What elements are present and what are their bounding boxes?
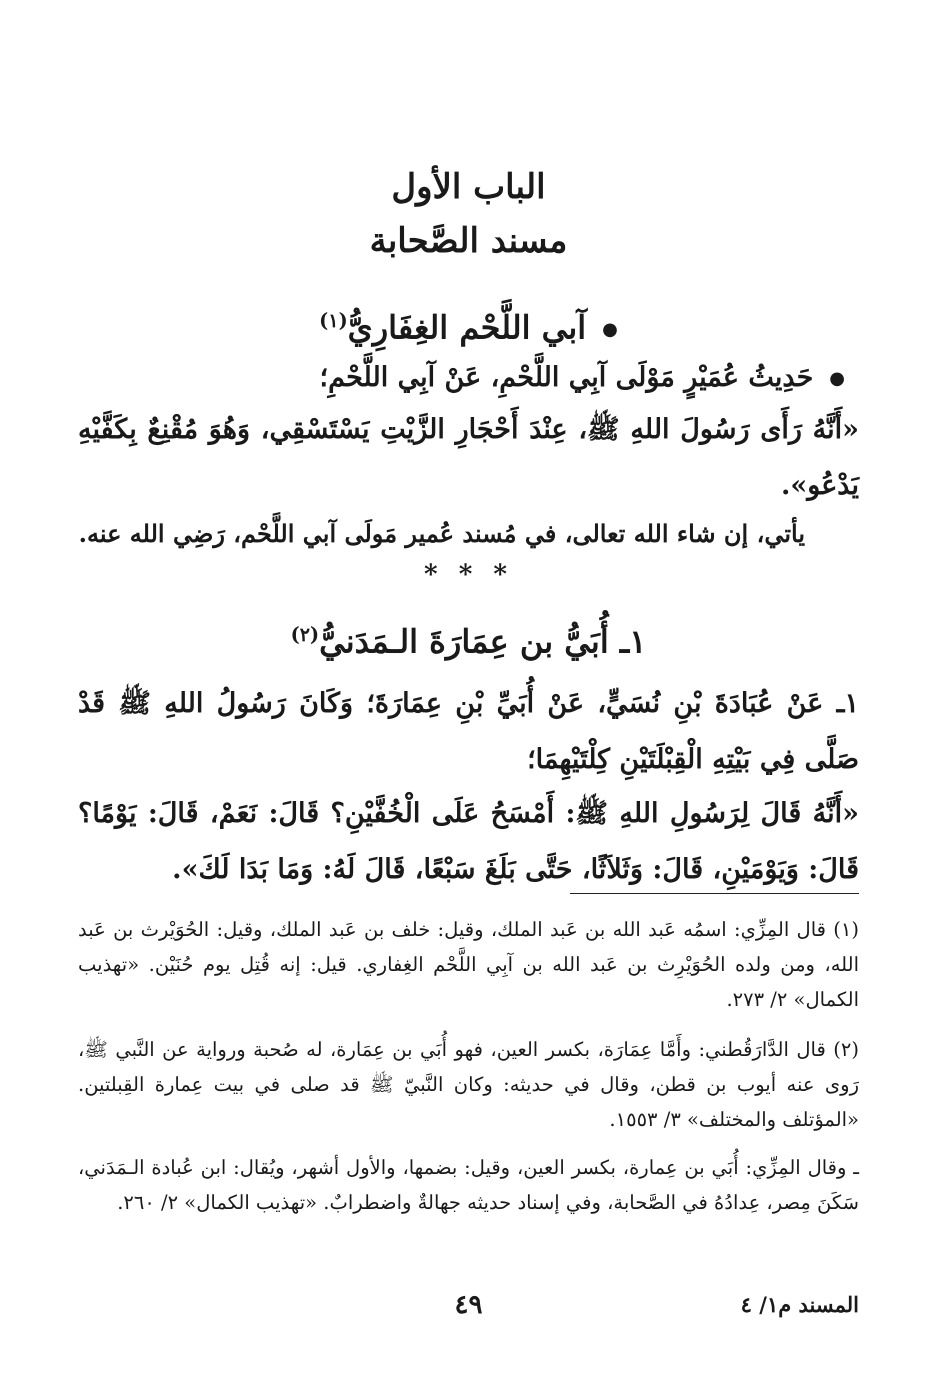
hadith-text-2: «أَنَّهُ قَالَ لِرَسُولِ اللهِ ﷺ: أَمْسَحُ عَلَى الْخُفَّيْنِ؟ قَالَ: نَعَمْ، قَالَ: يَوْمًا؟ قَالَ: وَيَوْمَيْنِ، قَالَ: وَثَلاَثًا، حَتَّى بَلَغَ سَبْعًا، قَالَ لَهُ: وَمَا بَدَا لَكَ». [78, 798, 859, 885]
hadith-intro-1-text: حَدِيثُ عُمَيْرٍ مَوْلَى آبِي اللَّحْمِ، عَنْ آبِي اللَّحْمِ؛ [319, 362, 814, 393]
footnote-2-continued: ـ وقال المِزِّي: أُبَي بن عِمارة، بكسر العين، وقيل: بضمها، والأول أشهر، ويُقال: ابن عُبادة الـمَدَني، سَكَنَ مِصر، عِدادُهُ في الصَّحابة، وفي إسناد حديثه جهالةٌ واضطرابٌ. «تهذيب الكمال» ٢/ ٢٦٠. [78, 1156, 859, 1214]
footnote-ref-2: (٢) [290, 623, 320, 646]
footnote-divider [570, 893, 859, 894]
chapter-title: الباب الأول [391, 167, 546, 207]
section-heading-1-text: آبي اللَّحْم الغِفَارِيُّ [347, 308, 587, 347]
footnote-ref-1: (١) [319, 309, 348, 332]
section-heading-2-text: ١ـ أُبَيُّ بن عِمَارَةَ الـمَدَنيُّ [319, 622, 647, 661]
footnote-1: (١) قال المِزِّي: اسمُه عَبد الله بن عَبد الملك، وقيل: خلف بن عَبد الملك، وقيل: الحُوَيْرث بن عَبد الله، ومن ولده الحُوَيْرِث بن عَبد الله بن آبِي اللَّحْم الغِفاري. قيل: إنه قُتِل يوم حُنَيْن. «تهذيب الكمال» ٢/ ٢٧٣. [78, 918, 859, 1011]
hadith-text-1: «أَنَّهُ رَأَى رَسُولَ اللهِ ﷺ، عِنْدَ أَحْجَارِ الزَّيْتِ يَسْتَسْقِي، وَهُوَ مُقْنِعٌ بِكَفَّيْهِ يَدْعُو». [78, 414, 859, 501]
section-heading-2 [80, 610, 857, 667]
hadith-intro-1 [78, 350, 845, 407]
footnote-2: (٢) قال الدَّارَقُطني: وأَمَّا عِمَارَة، بكسر العين، فهو أُبَي بن عِمَارة، له صُحبة ورواية عن النَّبي ﷺ، رَوى عنه أيوب بن قطن، وقال في حديثه: وكان النَّبيّ ﷺ قد صلى في بيت عِمارة القِبلتين. «المؤتلف والمختلف» ٣/ ١٥٥٣. [78, 1038, 859, 1131]
chapter-subtitle: مسند الصَّحابة [369, 221, 568, 261]
cross-reference-note: يأتي، إن شاء الله تعالى، في مُسند عُمير مَولَى آبي اللَّحْم، رَضِي الله عنه. [78, 519, 805, 548]
page-number: ٤٩ [454, 1290, 483, 1320]
printer-signature: المسند م١/ ٤ [740, 1292, 859, 1317]
section-heading-1 [80, 296, 857, 355]
separator-stars: * * * [424, 560, 513, 590]
hadith-intro-2: ١ـ عَنْ عُبَادَةَ بْنِ نُسَيٍّ، عَنْ أُبَيِّ بْنِ عِمَارَةَ؛ وَكَانَ رَسُولُ اللهِ ﷺ قَدْ صَلَّى فِي بَيْتِهِ الْقِبْلَتَيْنِ كِلْتَيْهِمَا؛ [78, 688, 859, 775]
